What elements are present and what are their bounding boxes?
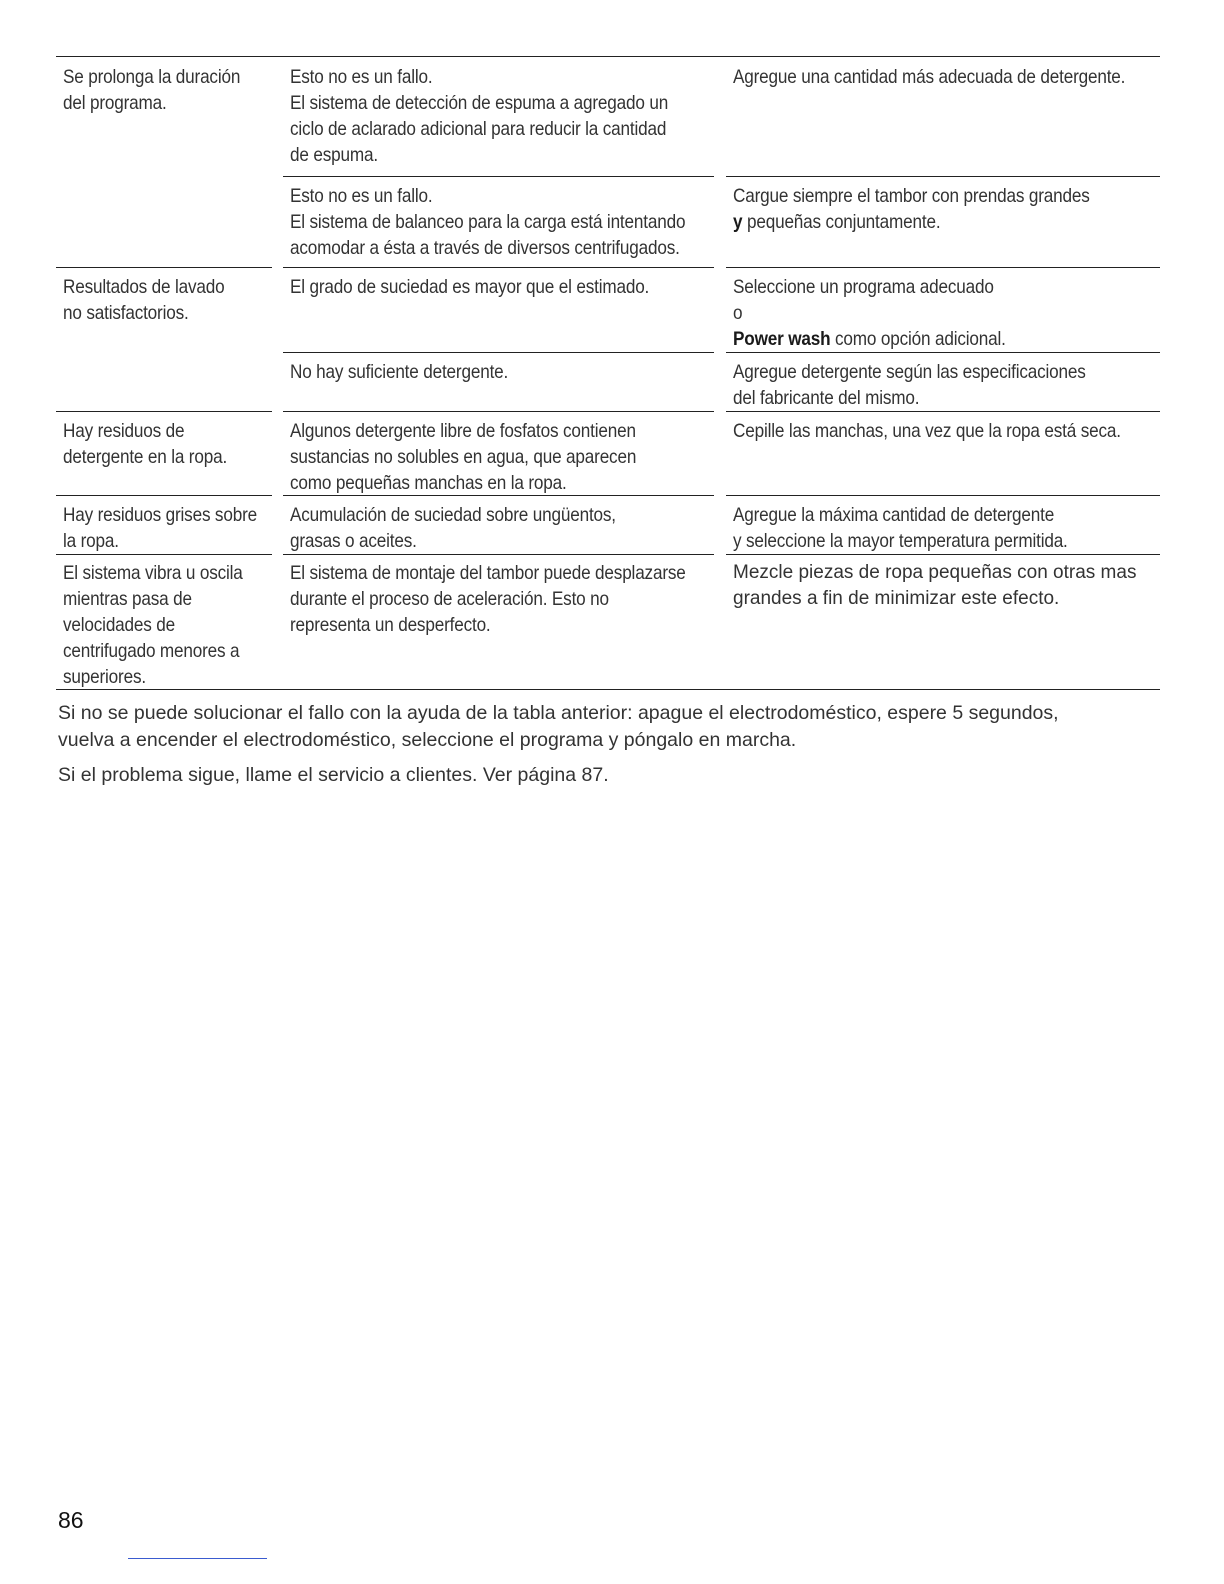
problem-cell: Se prolonga la duración del programa.	[63, 66, 241, 114]
problem-cell: Hay residuos grises sobre la ropa.	[63, 504, 257, 552]
cause-cell: Algunos detergente libre de fosfatos contienen sustancias no solubles en agua, que aparecen como pequeñas manchas en la ropa.	[290, 420, 637, 494]
row-divider	[56, 411, 272, 412]
cause-cell: El grado de suciedad es mayor que el estimado.	[290, 276, 650, 298]
row-divider	[726, 352, 1160, 353]
cause-cell: No hay suficiente detergente.	[290, 361, 509, 383]
service-paragraph: Si el problema sigue, llame el servicio a clientes. Ver página 87.	[58, 764, 609, 786]
remedy-cell: Cargue siempre el tambor con prendas grandes y pequeñas conjuntamente.	[733, 185, 1090, 233]
remedy-cell: Seleccione un programa adecuado o Power wash como opción adicional.	[733, 276, 1006, 350]
remedy-cell: Mezcle piezas de ropa pequeñas con otras mas grandes a fin de minimizar este efecto.	[733, 562, 1137, 609]
row-divider	[56, 554, 272, 555]
row-divider	[56, 267, 272, 268]
remedy-cell: Cepille las manchas, una vez que la ropa está seca.	[733, 420, 1121, 442]
instruction-paragraph: Si no se puede solucionar el fallo con la ayuda de la tabla anterior: apague el electrodoméstico, espere 5 segundos, vuelva a encender el electrodoméstico, seleccione el programa y póngalo en marcha.	[58, 702, 1059, 751]
decorative-underline	[128, 1558, 267, 1559]
table-bottom-rule	[56, 689, 1160, 690]
row-divider	[283, 176, 714, 177]
cause-cell: Esto no es un fallo. El sistema de detección de espuma a agregado un ciclo de aclarado adicional para reducir la cantidad de espuma.	[290, 66, 669, 166]
row-divider	[726, 554, 1160, 555]
row-divider	[726, 267, 1160, 268]
row-divider	[283, 411, 714, 412]
row-divider	[283, 267, 714, 268]
row-divider	[283, 495, 714, 496]
cause-cell: Acumulación de suciedad sobre ungüentos, grasas o aceites.	[290, 504, 616, 552]
row-divider	[726, 495, 1160, 496]
row-divider	[56, 495, 272, 496]
cause-cell: Esto no es un fallo. El sistema de balanceo para la carga está intentando acomodar a ésta a través de diversos centrifugados.	[290, 185, 686, 259]
row-divider	[283, 352, 714, 353]
power-wash-option: Power wash	[733, 328, 831, 350]
row-divider	[283, 554, 714, 555]
problem-cell: Hay residuos de detergente en la ropa.	[63, 420, 228, 468]
row-divider	[726, 411, 1160, 412]
problem-cell: Resultados de lavado no satisfactorios.	[63, 276, 225, 324]
row-divider	[726, 176, 1160, 177]
cause-cell: El sistema de montaje del tambor puede desplazarse durante el proceso de aceleración. Esto no representa un desperfecto.	[290, 562, 686, 636]
remedy-cell: Agregue la máxima cantidad de detergente y seleccione la mayor temperatura permitida.	[733, 504, 1068, 552]
remedy-cell: Agregue detergente según las especificaciones del fabricante del mismo.	[733, 361, 1086, 409]
table-top-rule	[56, 56, 1160, 57]
problem-cell: El sistema vibra u oscila mientras pasa de velocidades de centrifugado menores a superiores.	[63, 562, 243, 688]
remedy-cell: Agregue una cantidad más adecuada de detergente.	[733, 66, 1126, 88]
page-number: 86	[58, 1507, 84, 1533]
